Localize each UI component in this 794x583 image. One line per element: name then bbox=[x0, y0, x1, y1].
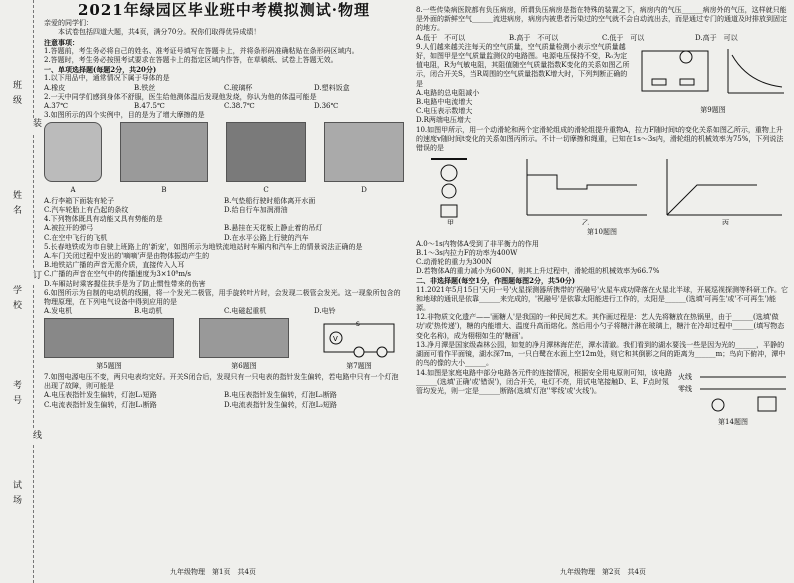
q9-option-b[interactable]: B.电路中电流增大 bbox=[416, 98, 473, 107]
fig14-caption: 第14题图 bbox=[718, 417, 748, 426]
q4-option-b[interactable]: B.悬挂在天花板上静止着的吊灯 bbox=[224, 224, 323, 233]
fig14-diagram bbox=[678, 369, 788, 415]
notice-title: 注意事项： bbox=[44, 37, 79, 47]
q5-option-c[interactable]: C.广播的声音在空气中的传播速度为3×10⁸m/s bbox=[44, 270, 191, 279]
fig7 bbox=[314, 318, 404, 370]
q14-block bbox=[416, 369, 788, 427]
bicycle-oil-image bbox=[324, 122, 404, 182]
q3-fig-label-c: C bbox=[263, 185, 269, 194]
q5-option-b[interactable]: B.地铁站广播的声音无需介质，直接传入人耳 bbox=[44, 261, 185, 270]
fig14 bbox=[678, 369, 788, 427]
q2-option-b[interactable]: B.47.5℃ bbox=[134, 102, 165, 111]
q9-option-d[interactable]: D.R两端电压增大 bbox=[416, 116, 471, 125]
q7-option-a[interactable]: A.电压表指针发生偏转，灯泡L₁短路 bbox=[44, 391, 157, 400]
question-10: 10.如图甲所示，用一个动滑轮和两个定滑轮组成的滑轮组提升重物A，拉力F随时间t的变化关系如图乙所示，重物上升的速度v随时间t变化的关系如图丙所示。不计一切摩擦和绳重，已知在1s～3s内，滑轮组的机械效率为75%，下列说法错误的是 bbox=[416, 125, 784, 153]
svg-text:S: S bbox=[356, 321, 360, 329]
q9-option-a[interactable]: A.电路的总电阻减小 bbox=[416, 88, 480, 97]
q10-option-d[interactable]: D.若物体A的重力减小为600N，则其上升过程中，滑轮组的机械效率为66.7% bbox=[416, 267, 660, 276]
binding-margin bbox=[0, 0, 41, 583]
q7-options-1 bbox=[44, 391, 404, 400]
q2-options bbox=[44, 102, 404, 111]
q4-option-d[interactable]: D.在水平公路上行驶的汽车 bbox=[224, 233, 309, 242]
q8-option-b[interactable]: B.高于 不可以 bbox=[509, 33, 559, 42]
q7-option-c[interactable]: C.电流表指针发生偏转，灯泡L₁断路 bbox=[44, 400, 157, 409]
q8-option-a[interactable]: A.低于 不可以 bbox=[416, 33, 466, 42]
fig6 bbox=[199, 318, 289, 370]
q3-option-b[interactable]: B.气垫船行驶时船体离开水面 bbox=[224, 196, 316, 205]
q8-option-d[interactable]: D.高于 可以 bbox=[695, 33, 738, 42]
fig9 bbox=[638, 43, 788, 126]
seat-label: 考号 bbox=[11, 380, 21, 410]
q3-figure-c bbox=[226, 122, 306, 194]
q6-options bbox=[44, 307, 404, 316]
q9-option-c[interactable]: C.电压表示数增大 bbox=[416, 107, 473, 116]
page-right bbox=[410, 0, 794, 583]
question-1: 1.以下用品中，通常情况下属于导体的是 bbox=[44, 74, 170, 83]
q5-option-a[interactable]: A.车门关闭过程中发出的'嘀嘀'声是由物体振动产生的 bbox=[44, 252, 210, 261]
q3-figures bbox=[44, 122, 404, 194]
svg-text:V: V bbox=[333, 335, 338, 344]
q3-fig-label-a: A bbox=[70, 185, 76, 194]
question-6: 6.如图所示为自制的电动机的线圈，将一个发光二极管，用手旋转叶片时，会发现二极管会发光。这一现象所包含的物理原理，在下列电气设备中得到应用的是 bbox=[44, 288, 401, 307]
q6-option-a[interactable]: A.发电机 bbox=[44, 307, 73, 316]
q8-options bbox=[416, 34, 788, 43]
install-mark: 装 bbox=[31, 118, 41, 133]
q10-option-b[interactable]: B.1～3s内拉力F的功率为400W bbox=[416, 248, 518, 257]
question-7: 7.如图电源电压不变，两只电表均完好。开关S闭合后，发现只有一只电表的指针发生偏转，若电路中只有一个灯泡出现了故障，则可能是 bbox=[44, 372, 399, 391]
q1-option-c[interactable]: C.玻璃杯 bbox=[224, 83, 253, 92]
q2-option-a[interactable]: A.37℃ bbox=[44, 102, 69, 111]
question-12: 12.非物质文化遗产——'画糖人'是我国的一种民间艺术。其作画过程是：艺人先将糖放在热锅里，由于______(选填'做功'或'热传递')，糖的内能增大、温度升高而熔化。然后用小勺子将糖汁淋在玻璃上，糖汁在冷却过程中______(填写物态变化名称)，成为栩栩如生的'糖画'。 bbox=[416, 313, 785, 340]
q7-option-b[interactable]: B.电压表指针发生偏转，灯泡L₂断路 bbox=[224, 391, 337, 400]
q6-option-c[interactable]: C.电磁起重机 bbox=[224, 307, 267, 316]
q2-option-d[interactable]: D.36℃ bbox=[314, 102, 339, 111]
fig10-diagram bbox=[417, 155, 787, 225]
left-column bbox=[44, 1, 404, 410]
q7-option-d[interactable]: D.电流表指针发生偏转，灯泡L₂短路 bbox=[224, 400, 338, 409]
q3-option-d[interactable]: D.给自行车加润滑油 bbox=[224, 206, 288, 215]
tire-image bbox=[226, 122, 306, 182]
fig10 bbox=[416, 155, 788, 237]
q6-option-b[interactable]: B.电动机 bbox=[134, 307, 163, 316]
question-5: 5.长春地铁或为市自驶上班路上的'新宠'，如图所示为地铁流地站时车厢内和汽车上的情景说法正确的是 bbox=[44, 242, 363, 251]
q4-option-c[interactable]: C.在空中飞行的飞机 bbox=[44, 233, 108, 242]
q7-options-2 bbox=[44, 401, 404, 410]
class-label: 班级 bbox=[11, 80, 21, 110]
question-11: 11.2021年5月15日'天问一号'火星探测器所携带的'祝融号'火星车成功降落在火星北半球，开展巡视探测等科研工作。它和地球的通讯是依靠______来完成的，'祝融号'是依靠太阳能进行工作的，太阳是______(选填'可再生'或'不可再生')能源。 bbox=[416, 285, 789, 313]
fig7-caption: 第7题图 bbox=[346, 361, 372, 370]
q9-block bbox=[416, 43, 788, 126]
q3-options-2 bbox=[44, 206, 404, 215]
question-14: 14.如图是家庭电路中部分电路各元件的连接情况，根据安全用电原则可知，该电路______(选填'正确'或'错误')，闭合开关，电灯不亮，用试电笔接触D、E、F点时氖管均发光，则一定是______断路(选填'灯泡''零线'或'火线')。 bbox=[416, 368, 673, 395]
subway-image bbox=[44, 318, 174, 358]
q1-option-b[interactable]: B.铁丝 bbox=[134, 83, 156, 92]
fig10-label-bing: 丙 bbox=[722, 219, 729, 226]
q3-option-c[interactable]: C.汽车轮胎上有凸起的条纹 bbox=[44, 206, 129, 215]
q9-text-block bbox=[416, 43, 638, 126]
right-footer: 九年级物理 第2页 共4页 bbox=[560, 568, 646, 576]
name-label: 姓名 bbox=[11, 190, 21, 220]
line-mark: 线 bbox=[31, 430, 41, 445]
fig14-live-label: 火线 bbox=[678, 372, 692, 381]
left-footer: 九年级物理 第1页 共4页 bbox=[170, 568, 256, 576]
hovercraft-image bbox=[120, 122, 208, 182]
question-13: 13.净月潭是国家级森林公园，如复的净月潭林海茫茫，潭水清澈。我们看到的湖水要浅一些是因为光的______，平静的湖面可看作平面镜，湖水深7m，一只白鹭在水面上空12m处，则它和其倒影之间的距离为______m；鸟向下俯冲，潭中的鸟的像的大小______。 bbox=[416, 340, 786, 368]
fig14-neutral-label: 零线 bbox=[678, 384, 692, 393]
q1-option-a[interactable]: A.橡皮 bbox=[44, 83, 66, 92]
circuit-diagram bbox=[314, 318, 404, 358]
section-2-title: 二、非选择题(每空1分，作图题每图2分，共50分) bbox=[416, 276, 576, 286]
fig5-caption: 第5题图 bbox=[96, 361, 122, 370]
q3-fig-label-d: D bbox=[361, 185, 367, 194]
q4-options-1 bbox=[44, 224, 404, 233]
q10-option-c[interactable]: C.动滑轮的重力为300N bbox=[416, 258, 492, 267]
fig10-label-jia: 甲 bbox=[447, 219, 454, 226]
suitcase-image bbox=[44, 122, 102, 182]
right-column bbox=[416, 6, 788, 427]
fig5 bbox=[44, 318, 174, 370]
greeting: 亲爱的同学们： bbox=[44, 19, 93, 28]
fan-image bbox=[199, 318, 289, 358]
q3-figure-b bbox=[120, 122, 208, 194]
exam-label: 试场 bbox=[11, 480, 21, 510]
q1-option-d[interactable]: D.塑料饭盒 bbox=[314, 83, 350, 92]
fig6-caption: 第6题图 bbox=[231, 361, 257, 370]
q5-option-d[interactable]: D.车厢站时乘客握住扶手是为了防止惯性带来的伤害 bbox=[44, 279, 206, 288]
section-1-title: 一、单项选择题(每题2分，共20分) bbox=[44, 65, 157, 75]
question-9: 9.人们越来越关注每天的空气质量，空气质量检测小表示空气质量越好，如图甲是空气质量监测仪的电路图。电源电压保持不变，R₀为定值电阻，R为气敏电阻，其阻值随空气质量指数K变化的关系如图乙所示，闭合开关S，当R周围的空气质量指数K增大时，下列判断正确的是 bbox=[416, 42, 630, 88]
intro: 本试卷包括四道大题，共4页，满分70分。祝你们取得优异成绩！ bbox=[58, 28, 261, 37]
notice-2: 2.答题时，考生务必按照考试要求在答题卡上的指定区域内作答，在草稿纸、试卷上答题无效。 bbox=[44, 56, 338, 65]
q3-figure-d bbox=[324, 122, 404, 194]
q3-figure-a bbox=[44, 122, 102, 194]
q4-option-a[interactable]: A.被拉开的弹弓 bbox=[44, 224, 94, 233]
question-4: 4.下列物体既具有动能又具有势能的是 bbox=[44, 215, 163, 224]
fig9-caption: 第9题图 bbox=[700, 106, 726, 115]
fig10-caption: 第10题图 bbox=[587, 228, 617, 237]
exam-title: 2021年绿园区毕业班中考模拟测试·物理 bbox=[78, 1, 370, 19]
q6-option-d[interactable]: D.电铃 bbox=[314, 307, 336, 316]
q2-option-c[interactable]: C.38.7℃ bbox=[224, 102, 255, 111]
notice-1: 1.答题前，考生务必将自己的姓名、准考证号填写在答题卡上，并将条形码准确粘贴在条形码区域内。 bbox=[44, 46, 359, 55]
question-8: 8.一些传染病医院都有负压病房，所谓负压病房是指在特殊的装置之下，病房内的气压______病房外的气压，这样就只能是外面的新鲜空气______流进病房，病房内被患者污染过的空气就不会自动流出去，而是通过专门的通道及时排放到固定的地方。 bbox=[416, 6, 787, 33]
q1-options bbox=[44, 84, 404, 93]
q8-option-c[interactable]: C.低于 可以 bbox=[602, 33, 645, 42]
fig9-diagram bbox=[638, 43, 788, 103]
q4-options-2 bbox=[44, 234, 404, 243]
order-mark: 订 bbox=[31, 270, 41, 285]
q10-option-a[interactable]: A.0～1s内物体A受到了非平衡力的作用 bbox=[416, 239, 539, 248]
question-3: 3.如图所示的四个实例中，目的是为了增大摩擦的是 bbox=[44, 111, 205, 120]
fig10-label-yi: 乙 bbox=[582, 219, 589, 226]
q3-options-1 bbox=[44, 197, 404, 206]
q5-7-figures bbox=[44, 318, 404, 370]
q3-fig-label-b: B bbox=[161, 185, 167, 194]
question-2: 2.一天中同学们感到身体不舒服，医生给他测体温后发现他发烧，你认为他的体温可能是 bbox=[44, 92, 317, 101]
q3-option-a[interactable]: A.行李箱下面装有轮子 bbox=[44, 196, 115, 205]
school-label: 学校 bbox=[11, 285, 21, 315]
